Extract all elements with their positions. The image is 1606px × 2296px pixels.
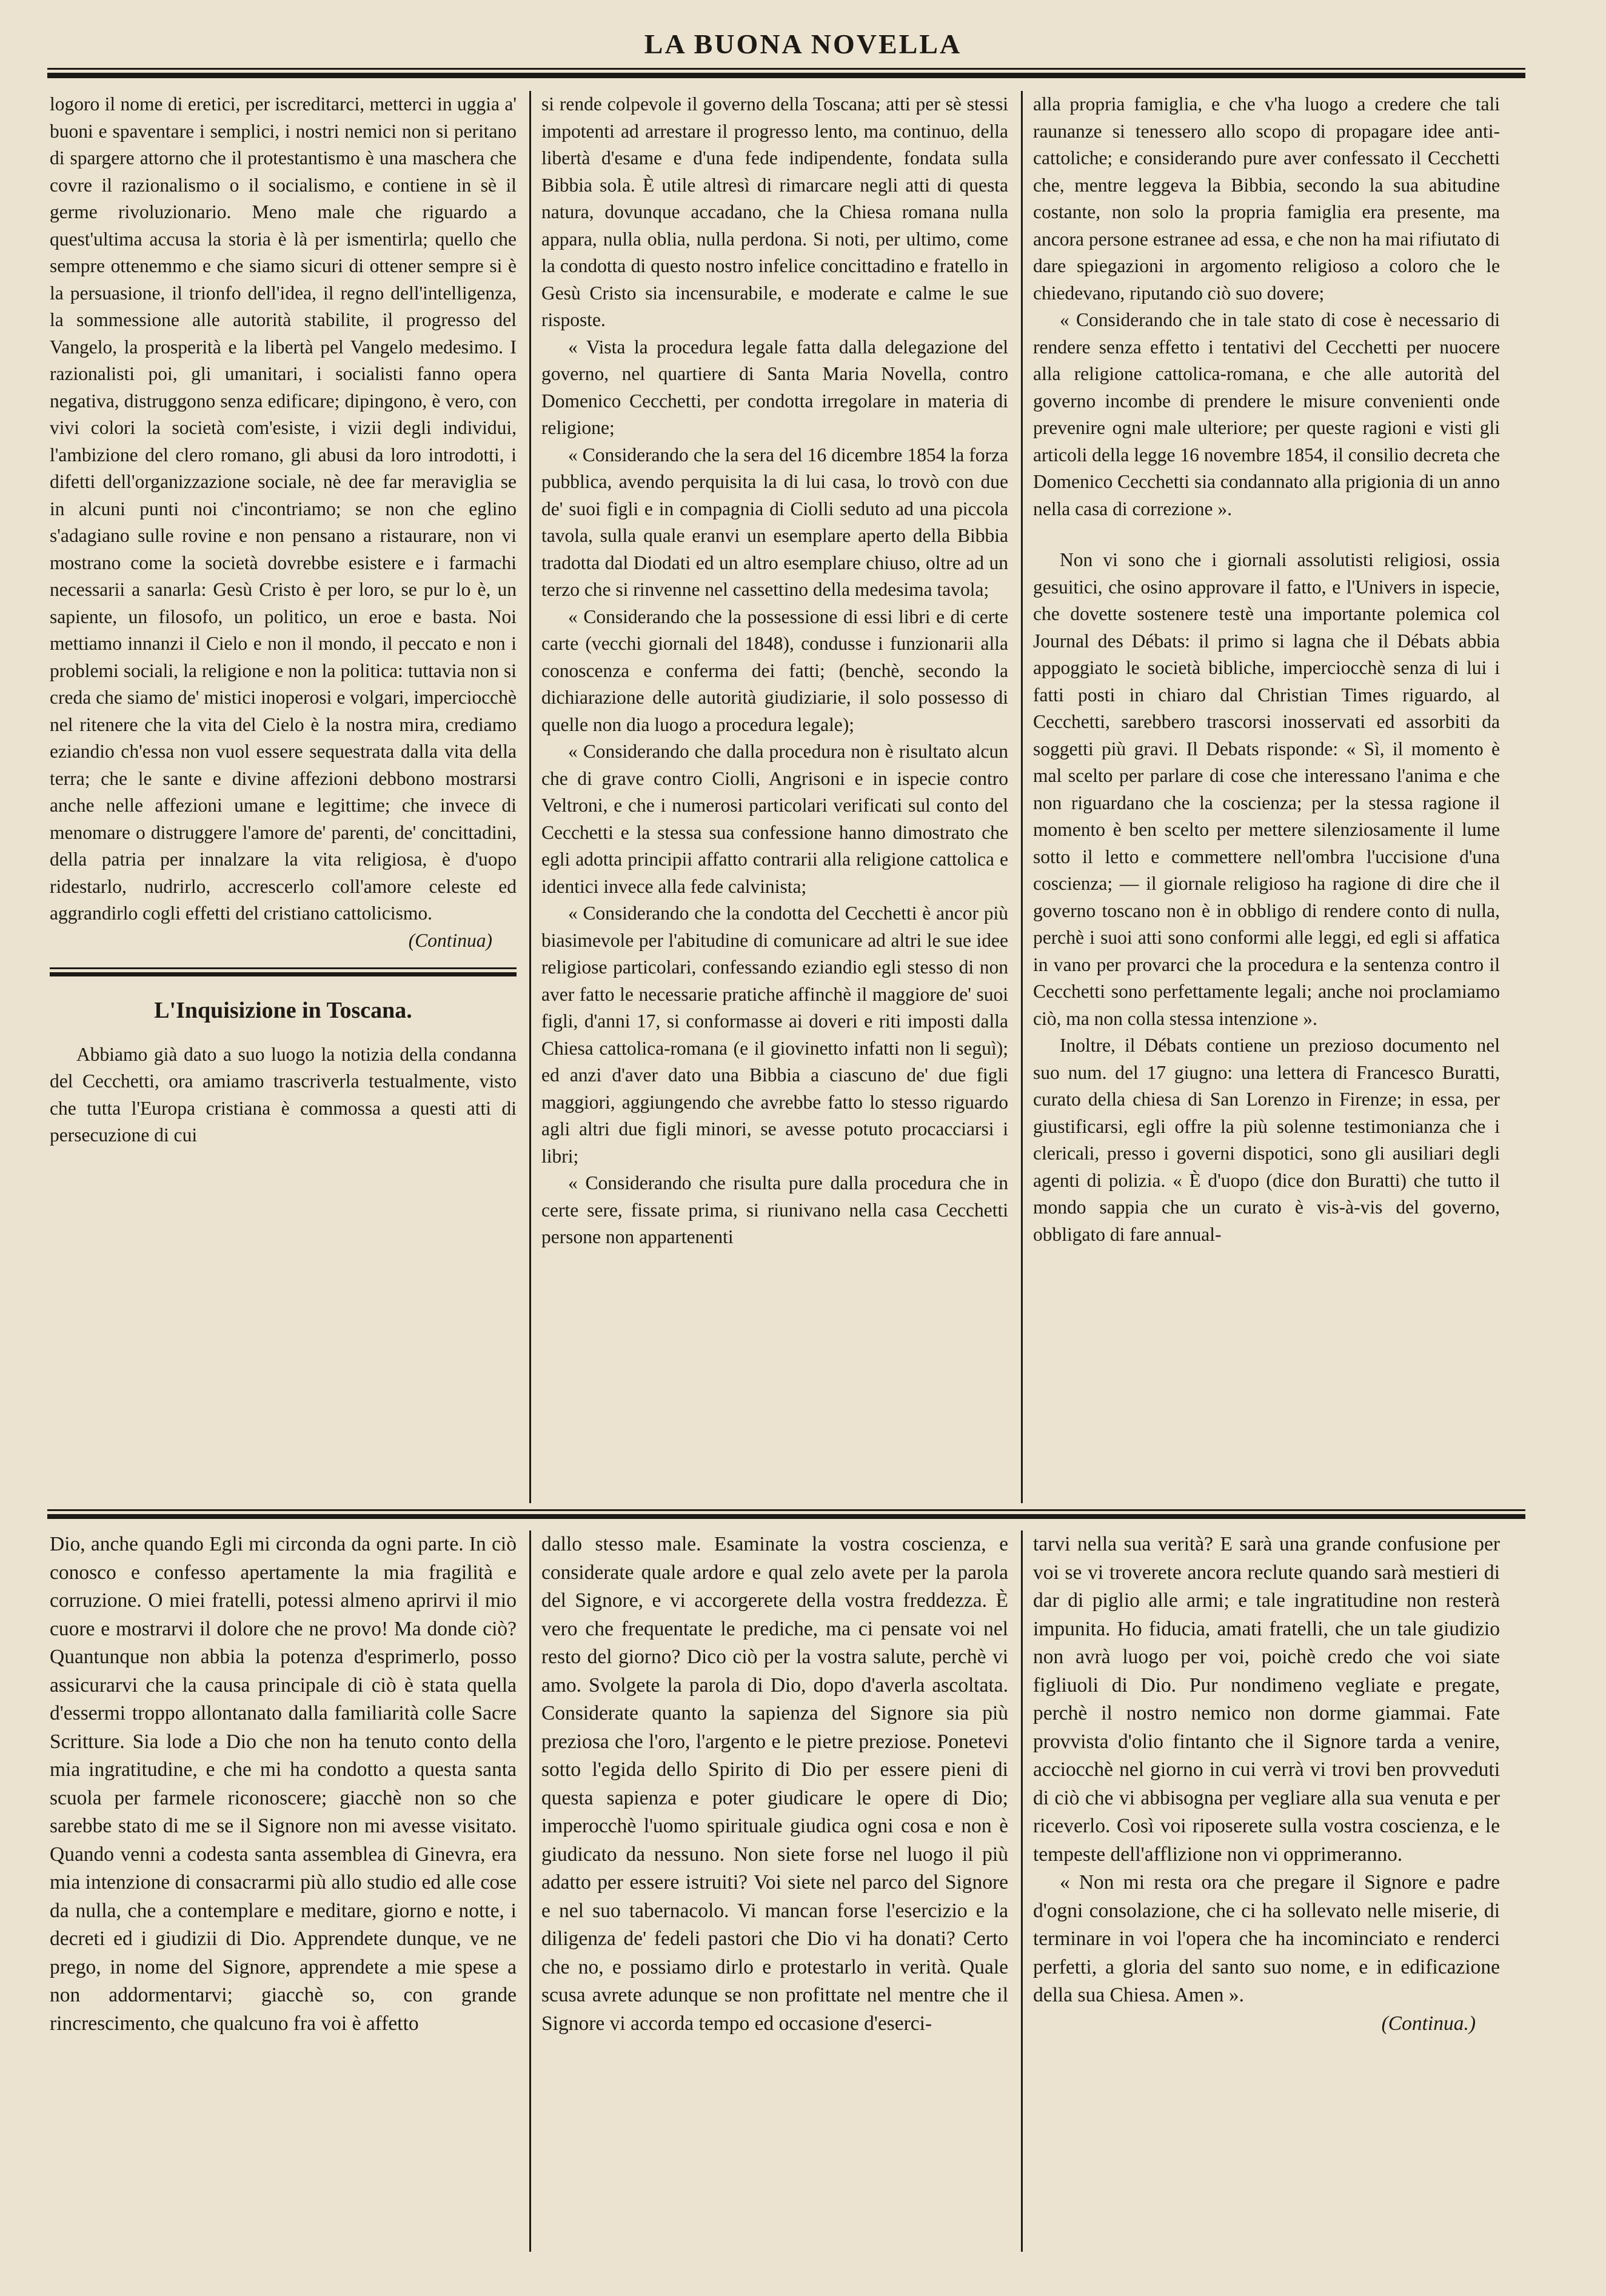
paragraph: Non vi sono che i giornali assolutisti religiosi, ossia gesuitici, che osino approvare il fatto, e l'Univers in ispecie, che dovette sostenere testè una importante polemica col Journal des Débats: il primo si lagna che il Débats abbia appoggiato le società bibliche, imperciocchè senza di lui i fatti posti in chiaro dal Christian Times riguardo, al Cecchetti, sarebbero trascorsi inosservati ed assorbiti da soggetti più gravi. Il Debats risponde: « Sì, il momento è mal scelto per parlare di cose che interessano l'anima e che non riguardano che la coscienza; per la stessa ragione il momento è ben scelto per mettere silenziosamente il lume sotto il letto e commettere nell'ombra l'uccisione d'una coscienza; — il giornale religioso ha ragione di dire che il governo toscano non è in obbligo di rendere conto di nulla, perchè i suoi atti sono conformi alle leggi, ed egli si affatica in vano per provarci che la procedura e la sentenza contro il Cecchetti sono perfettamente legali; anche noi proclamiamo ciò, ma non colla stessa intenzione ».: [1033, 549, 1500, 1029]
paragraph: « Considerando che risulta pure dalla procedura che in certe sere, fissate prima, si riunivano nella casa Cecchetti persone non appartenenti: [541, 1172, 1008, 1247]
section-rule-thick: [47, 1514, 1525, 1519]
bottom-column-2: [541, 1530, 1008, 2264]
paragraph: dallo stesso male. Esaminate la vostra coscienza, e considerate quale ardore e qual zelo avete per la parola del Signore, e vi accorgerete della vostra freddezza. È vero che frequentate le prediche, ma ci pensate voi nel resto del giorno? Dico ciò per la vostra salute, perchè vi amo. Svolgete la parola di Dio, dopo d'averla ascoltata. Considerate quanto la sapienza del Signore sia più preziosa che l'oro, l'argento e le pietre preziose. Ponetevi sotto l'egida dello Spirito di Dio per essere pieni di questa sapienza e poter giudicare le opere di Dio; imperocchè l'uomo spirituale giudica ogni cosa e non è giudicato da nessuno. Non siete forse nel luogo il più adatto per essere istruiti? Voi siete nel parco del Signore e nel suo tabernacolo. Vi mancan forse l'esercizio e la diligenza de' fedeli pastori che Dio vi ha donati? Certo che no, e possiamo dirlo e protestarlo in verità. Quale scusa avrete adunque se non profittate nel mentre che il Signore vi accorda tempo ed occasione d'eserci-: [541, 1533, 1008, 2035]
paragraph: Inoltre, il Débats contiene un prezioso documento nel suo num. del 17 giugno: una lettera di Francesco Buratti, curato della chiesa di San Lorenzo in Firenze; in essa, per giustificarsi, egli offre la più solenne testimonianza che i clericali, presso i governi dispotici, sono gli ausiliari degli agenti di polizia. « È d'uopo (dice don Buratti) che tutto il mondo sappia che un curato è vis-à-vis del governo, obbligato di fare annual-: [1033, 1035, 1500, 1245]
continua-note: (Continua.): [1381, 2012, 1476, 2035]
paragraph: « Considerando che la sera del 16 dicembre 1854 la forza pubblica, avendo perquisita la di lui casa, lo trovò con due de' suoi figli e in compagnia di Ciolli seduto ad una piccola tavola, sulla quale eranvi un esemplare aperto della Bibbia tradotta dal Diodati ed un altro esemplare chiuso, oltre ad un terzo che si rinvenne nel cassettino della medesima tavola;: [541, 444, 1008, 600]
column-divider: [529, 1530, 531, 2252]
masthead-rule-thick: [47, 73, 1525, 78]
paragraph: « Considerando che la possessione di essi libri e di certe carte (vecchi giornali del 1848), condusse i funzionarii alla conoscenza e conferma dei fatti; (benchè, secondo la dichiarazione delle autorità giudiziarie, il solo possesso di quelle non dia luogo a procedura legale);: [541, 606, 1008, 735]
top-column-3: [1033, 91, 1500, 1248]
bottom-column-1: [50, 1530, 517, 2264]
paragraph: « Considerando che in tale stato di cose è necessario di rendere senza effetto i tentativi del Cecchetti per nuocere alla religione cattolica-romana, e che alle autorità del governo incombe di prendere le misure convenienti onde prevenire ogni male ulteriore; per queste ragioni e visti gli articoli della legge 16 novembre 1854, il consilio decreta che Domenico Cecchetti sia condannato alla prigionia di un anno nella casa di correzione ».: [1033, 309, 1500, 519]
section-rule-thin: [47, 1509, 1525, 1511]
paragraph: « Vista la procedura legale fatta dalla delegazione del governo, nel quartiere di Santa Maria Novella, contro Domenico Cecchetti, per condotta irregolare in materia di religione;: [541, 336, 1008, 438]
paragraph: logoro il nome di eretici, per iscreditarci, metterci in uggia a' buoni e spaventare i semplici, i nostri nemici non si peritano di spargere attorno che il protestantismo è una maschera che covre il razionalismo o il socialismo, e contiene in sè il germe rivoluzionario. Meno male che riguardo a quest'ultima accusa la storia è là per ismentirla; quello che sempre ottenemmo e che siamo sicuri di ottener sempre si è la persuasione, il trionfo dell'idea, il regno dell'intelligenza, la sommessione alle autorità stabilite, il progresso del Vangelo, la prosperità e la libertà pel Vangelo medesimo. I razionalisti poi, gli umanitari, i socialisti fanno opera negativa, distruggono senza edificare; dipingono, è vero, con vivi colori la società com'esiste, i vizii degli individui, l'ambizione del clero romano, gli abusi da loro introdotti, i difetti dell'organizzazione sociale, nè dee far meraviglia se in alcuni punti noi c'incontriamo; se non che eglino s'adagiano sulle rovine e non pensano a ristaurare, non vi mostrano come la società dovrebbe esistere e i farmachi necessarii a sanarla: Gesù Cristo è per loro, se pur lo è, un sapiente, un filosofo, un politico, un eroe e basta. Noi mettiamo innanzi il Cielo e non il mondo, il peccato e non i problemi sociali, la religione e non la politica: tuttavia non si creda che siamo de' mistici inoperosi e volgari, imperciocchè nel ritenere che la vita del Cielo è la nostra mira, crediamo eziandio ch'essa non vuol essere sequestrata dalla vita della terra; che le sante e divine affezioni debbono mostrarsi anche nelle affezioni umane e legittime; che invece di menomare o distruggere l'amore de' parenti, de' concittadini, della patria per innalzare la vita religiosa, è d'uopo ridestarlo, nudrirlo, accrescerlo coll'amore celeste ed aggrandirlo cogli effetti del cristiano cattolicismo.: [50, 93, 517, 924]
paragraph: si rende colpevole il governo della Toscana; atti per sè stessi impotenti ad arrestare il progresso lento, ma continuo, della libertà d'esame e d'una fede indipendente, fondata sulla Bibbia sola. È utile altresì di rimarcare negli atti di questa natura, dovunque accadano, che la Chiesa romana nulla appara, nulla oblia, nulla perdona. Si noti, per ultimo, come la condotta di questo nostro infelice concittadino e fratello in Gesù Cristo sia incensurabile, e moderate e calme le sue risposte.: [541, 93, 1008, 330]
top-column-2: [541, 91, 1008, 1251]
column-divider: [1021, 91, 1023, 1503]
paragraph: « Considerando che la condotta del Cecchetti è ancor più biasimevole per l'abitudine di comunicare ad altri le sue idee religiose particolari, confessando eziandio egli stesso di non aver fatto le necessarie pratiche affinchè il maggiore de' suoi figli, d'anni 17, si conformasse ai doveri e riti imposti dalla Chiesa cattolica-romana (e il giovinetto infatti non li seguì); ed anzi d'aver dato una Bibbia a ciascuno de' due figli maggiori, aggiungendo che avrebbe fatto lo stesso riguardo agli altri due figli minori, se avesse potuto procacciarsi i libri;: [541, 903, 1008, 1167]
masthead-rule-thin: [47, 68, 1525, 70]
bottom-column-3: [1033, 1530, 1500, 2264]
paragraph: « Considerando che dalla procedura non è risultato alcun che di grave contro Ciolli, Angrisoni e in ispecie contro Veltroni, e che i numerosi particolari verificati sul conto del Cecchetti e la stessa sua confessione hanno dimostrato che egli adotta principii affatto contrarii alla religione cattolica e identici invece alla fede calvinista;: [541, 741, 1008, 897]
masthead-title: LA BUONA NOVELLA: [644, 28, 962, 59]
paragraph: « Non mi resta ora che pregare il Signore e padre d'ogni consolazione, che ci ha sollevato nelle miserie, di terminare in voi l'opera che ha incominciato e renderci perfetti, a gloria del santo suo nome, e in edificazione della sua Chiesa. Amen ».: [1033, 1871, 1500, 2006]
article-separator: [50, 967, 517, 976]
continua-note: (Continua): [408, 929, 492, 951]
top-column-1: [50, 91, 517, 1149]
article-heading: L'Inquisizione in Toscana.: [154, 998, 412, 1023]
paragraph: Dio, anche quando Egli mi circonda da ogni parte. In ciò conosco e confesso apertamente la mia fragilità e corruzione. O miei fratelli, potessi almeno aprirvi il mio cuore e mostrarvi il dolore che ne provo! Ma donde ciò? Quantunque non abbia la potenza d'esprimerlo, posso assicurarvi che la causa principale di ciò è stata quella d'essermi troppo allontanato dalla familiarità colle Sacre Scritture. Sia lode a Dio che non ha tenuto conto della mia ingratitudine, e che mi ha condotto a questa santa scuola per farmele riconoscere; giacchè non so che sarebbe stato di me se il Signore non mi avesse visitato. Quando venni a codesta santa assemblea di Ginevra, era mia intenzione di consacrarmi più allo studio ed alle cose da nulla, che a contemplare e meditare, giorno e notte, i decreti ed i giudizii di Dio. Apprendete dunque, ve ne prego, in nome del Signore, apprendete a mie spese a non addormentarvi; giacchè so, con grande rincrescimento, che qualcuno fra voi è affetto: [50, 1533, 517, 2035]
article-intro: Abbiamo già dato a suo luogo la notizia della condanna del Cecchetti, ora amiamo trascriverla testualmente, visto che tutta l'Europa cristiana è commossa a questi atti di persecuzione di cui: [50, 1043, 517, 1146]
column-divider: [1021, 1530, 1023, 2252]
column-divider: [529, 91, 531, 1503]
paragraph: tarvi nella sua verità? E sarà una grande confusione per voi se vi troverete ancora reclute quando sarà mestieri di dar di piglio alle armi; e tale ingratitudine non resterà impunita. Ho fiducia, amati fratelli, che un tale giudizio non avrà luogo per voi, poichè credo che voi siate figliuoli di Dio. Pur nondimeno vegliate e pregate, perchè il nostro nemico non dorme giammai. Fate provvista d'olio fintanto che il Signore tarda a venire, acciocchè nel giorno in cui verrà vi trovi ben provveduti di ciò che vi abbisogna per vegliare alla sua venuta e per riceverlo. Così voi riposerete sulla vostra coscienza, e le tempeste dell'afflizione non vi opprimeranno.: [1033, 1533, 1500, 1866]
paragraph: alla propria famiglia, e che v'ha luogo a credere che tali raunanze si tenessero allo scopo di propagare idee anti-cattoliche; e considerando pure aver confessato il Cecchetti che, mentre leggeva la Bibbia, secondo la sua abitudine costante, non solo la propria famiglia era presente, ma ancora persone estranee ad essa, e che non ha mai rifiutato di dare spiegazioni in argomento religioso a coloro che le chiedevano, riputando ciò suo dovere;: [1033, 93, 1500, 304]
